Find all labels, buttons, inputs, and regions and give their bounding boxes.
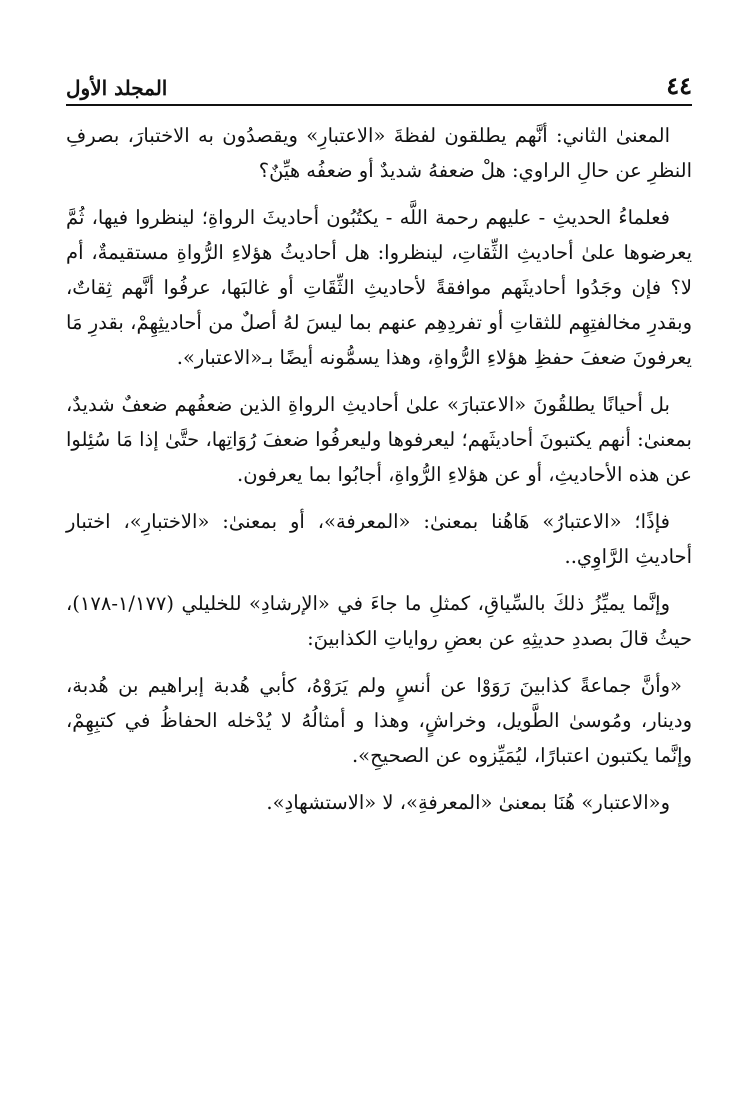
paragraph-definition: فإذًا؛ «الاعتبارُ» هَاهُنا بمعنىٰ: «المعرفة»، أو بمعنىٰ: «الاختبارِ»، اختبار أحاديثِ الرَّاوِي.. (66, 510, 692, 568)
book-page (66, 60, 692, 832)
paragraph-weak-narrators: بل أحيانًا يطلقُونَ «الاعتبارَ» علىٰ أحاديثِ الرواةِ الذين ضعفُهم ضعفٌ شديدٌ، بمعنىٰ: أنهم يكتبونَ أحاديثَهم؛ ليعرفوها وليعرفُوا ضعفَ رُوَاتِها، حتَّىٰ إذا مَا سُئِلوا عن هذه الأحاديثِ، أو عن هؤلاءِ الرُّواةِ، أجابُوا بما يعرفون. (66, 393, 692, 486)
page-body (66, 118, 692, 820)
paragraph-hadith-scholars: فعلماءُ الحديثِ - عليهم رحمة اللَّه - يكتُبُون أحاديثَ الرواةِ؛ لينظروا فيها، ثُمَّ يعرضوها علىٰ أحاديثِ الثِّقاتِ، لينظروا: هل أحاديثُ هؤلاءِ الرُّواةِ مستقيمةٌ، أم لا؟ فإن وجَدُوا أحاديثَهم موافقةً لأحاديثِ الثِّقَاتِ أو غالبَها، عرفُوا أنَّهم ثِقاتٌ، وبقدرِ مخالفتِهِم للثقاتِ أو تفردِهِم عنهم بما ليسَ لهُ أصلٌ من أحاديثِهِمْ، بقدرِ مَا يعرفونَ ضعفَ حفظِ هؤلاءِ الرُّواةِ، وهذا يسمُّونه أيضًا بـ«الاعتبار». (66, 206, 692, 369)
header-divider (66, 104, 692, 106)
paragraph-conclusion: و«الاعتبار» هُنَا بمعنىٰ «المعرفةِ»، لا «الاستشهادِ». (266, 791, 670, 814)
page-header (66, 60, 692, 100)
paragraph-context: وإنَّما يميِّزُ ذلكَ بالسِّياقِ، كمثلِ ما جاءَ في «الإرشادِ» للخليلي (١/١٧٧-١٧٨)، حيثُ قالَ بصددِ حديثِهِ عن بعضِ رواياتِ الكذابينَ: (66, 592, 692, 650)
quotation-irshad: «وأنَّ جماعةً كذابينَ رَوَوْا عن أنسٍ ولم يَرَوْهُ، كأبي هُدبة إبراهيم بن هُدبة، ودينار، ومُوسىٰ الطَّويل، وخراشٍ، وهذا و أمثالُهُ لا يُدْخله الحفاظُ في كتبِهِمْ، وإنَّما يكتبون اعتبارًا، ليُمَيِّزوه عن الصحيحِ». (66, 674, 692, 767)
paragraph-second-meaning: المعنىٰ الثاني: أنَّهم يطلقون لفظةَ «الاعتبارِ» ويقصدُون به الاختبارَ، بصرفِ النظرِ عن حالِ الراوي: هلْ ضعفهُ شديدٌ أو ضعفُه هيِّنٌ؟ (66, 124, 692, 182)
volume-title: المجلد الأول (66, 76, 168, 100)
page-number: ٤٤ (666, 71, 692, 100)
